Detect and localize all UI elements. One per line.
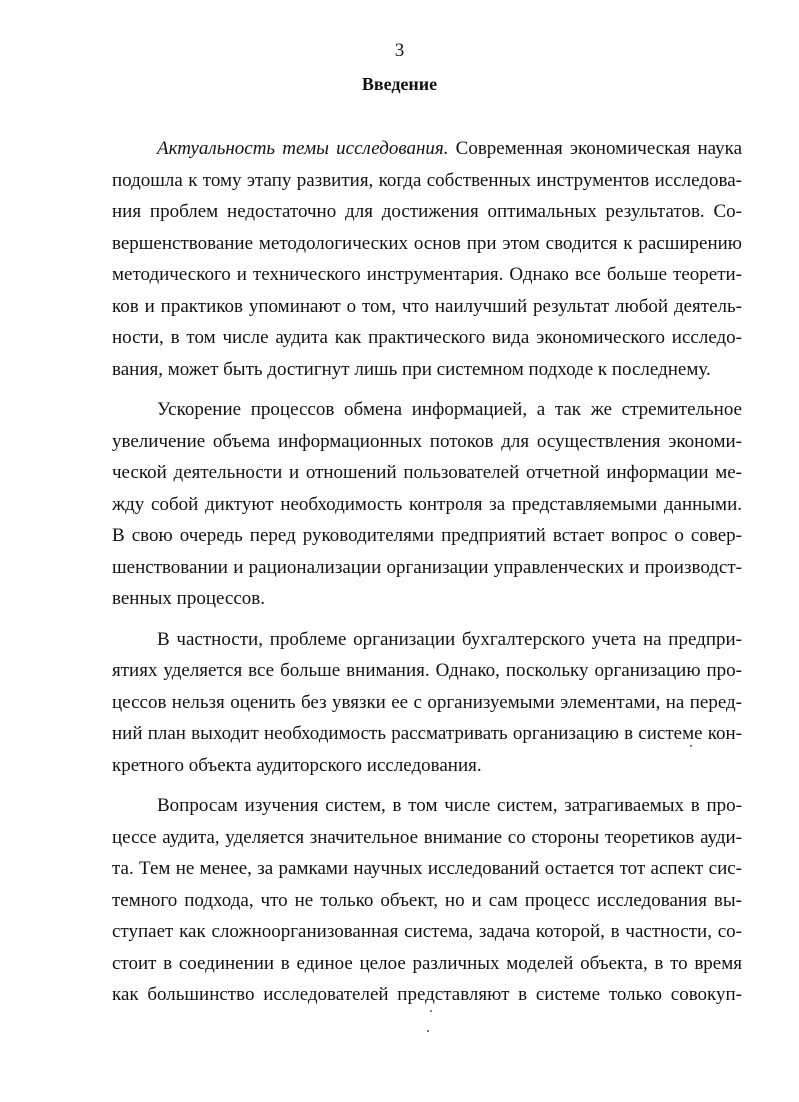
text-line: ний план выходит необходимость рассматривать организацию в системе кон- xyxy=(112,723,742,744)
text-line: цессе аудита, уделяется значительное внимание со стороны теоретиков ауди- xyxy=(112,826,742,848)
text-line: вершенствование методологических основ при этом сводится к расширению xyxy=(112,232,742,254)
scan-speck xyxy=(430,1010,432,1012)
text-line: ния проблем недостаточно для достижения оптимальных результатов. Со- xyxy=(112,201,742,222)
paragraph-relevance xyxy=(112,133,742,385)
text-line: та. Тем не менее, за рамками научных исследований остается тот аспект сис- xyxy=(112,858,742,879)
paragraph-systems-study xyxy=(112,790,742,1011)
text-line: венных процессов. xyxy=(112,588,265,609)
text-line: ности, в том числе аудита как практического вида экономического исследо- xyxy=(112,327,742,348)
text-line: В частности, проблеме организации бухгалтерского учета на предпри- xyxy=(157,628,742,650)
document-body xyxy=(112,133,742,1011)
text-line: В свою очередь перед руководителями предприятий встает вопрос о совер- xyxy=(112,525,742,546)
text-line: ческой деятельности и отношений пользователей отчетной информации ме- xyxy=(112,462,742,483)
italic-lead: Актуальность темы исследования. xyxy=(157,138,449,159)
text-line: кретного объекта аудиторского исследования. xyxy=(112,754,482,776)
page-number: 3 xyxy=(394,40,405,61)
text-line: жду собой диктуют необходимость контроля за представляемыми данными. xyxy=(112,493,742,515)
text-line: как большинство исследователей представляют в системе только совокуп- xyxy=(112,984,742,1005)
paragraph-information-exchange xyxy=(112,394,742,615)
text-line: Вопросам изучения систем, в том числе систем, затрагиваемых в про- xyxy=(157,795,742,816)
scan-speck xyxy=(690,745,692,747)
text-line: методического и технического инструментария. Однако все больше теорети- xyxy=(112,264,742,285)
text-line: подошла к тому этапу развития, когда собственных инструментов исследова- xyxy=(112,169,742,191)
paragraph-accounting-organization xyxy=(112,624,742,782)
text-line: шенствовании и рационализации организации управленческих и производст- xyxy=(112,556,742,578)
text-line: увеличение объема информационных потоков для осуществления экономи- xyxy=(112,430,742,452)
text-line: темного подхода, что не только объект, но и сам процесс исследования вы- xyxy=(112,889,742,911)
text-line: ков и практиков упоминают о том, что наилучший результат любой деятель- xyxy=(112,295,742,317)
section-heading: Введение xyxy=(361,74,438,94)
text-line: стоит в соединении в единое целое различных моделей объекта, в то время xyxy=(112,952,742,974)
text-line: Актуальность темы исследования. Современная экономическая наука xyxy=(157,138,742,159)
text-line: ятиях уделяется все больше внимания. Однако, поскольку организацию про- xyxy=(112,660,742,681)
text-line: цессов нельзя оценить без увязки ее с организуемыми элементами, на перед- xyxy=(112,691,742,713)
text-line: вания, может быть достигнут лишь при системном подходе к последнему. xyxy=(112,358,711,380)
text-line: ступает как сложноорганизованная система, задача которой, в частности, со- xyxy=(112,921,742,942)
scan-speck xyxy=(427,1030,429,1032)
text-line: Ускорение процессов обмена информацией, а так же стремительное xyxy=(157,399,742,420)
